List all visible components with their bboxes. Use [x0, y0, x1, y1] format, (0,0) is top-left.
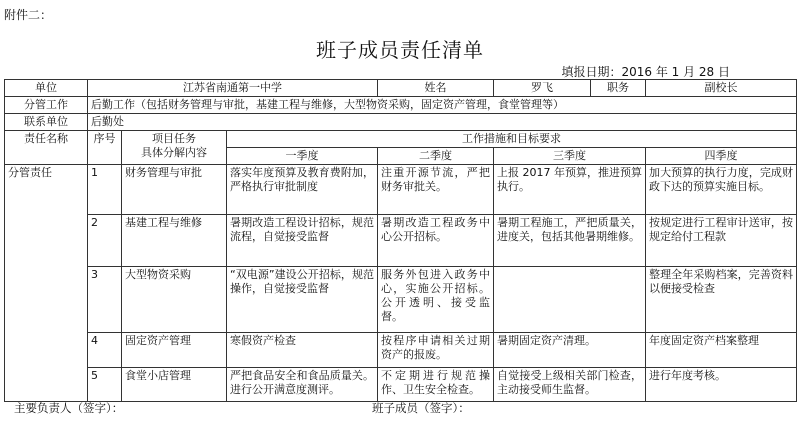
row-q4: 按规定进行工程审计送审，按规定给付工程款 — [646, 215, 797, 267]
row-q3: 暑期工程施工，严把质量关，进度关，包括其他暑期维修。 — [494, 215, 646, 267]
row-q4: 进行年度考核。 — [646, 368, 797, 402]
row-seq: 4 — [88, 333, 122, 368]
responsibility-table — [4, 79, 797, 402]
header-q4: 四季度 — [646, 148, 797, 165]
table-row — [5, 267, 797, 333]
table-row — [5, 165, 797, 215]
row-q3 — [494, 267, 646, 333]
row-q4: 年度固定资产档案整理 — [646, 333, 797, 368]
header-seq: 序号 — [88, 131, 122, 165]
table-row — [5, 215, 797, 267]
unit-value: 江苏省南通第一中学 — [88, 80, 378, 97]
contact-value: 后勤处 — [88, 114, 797, 131]
row-q2: 暑期改造工程政务中心公开招标。 — [378, 215, 494, 267]
row-seq: 2 — [88, 215, 122, 267]
contact-label: 联系单位 — [5, 114, 88, 131]
row-q2: 按程序申请相关过期资产的报废。 — [378, 333, 494, 368]
header-task — [122, 131, 227, 165]
row-task: 大型物资采购 — [122, 267, 227, 333]
row-task: 财务管理与审批 — [122, 165, 227, 215]
page-title: 班子成员责任清单 — [316, 38, 484, 62]
row-q1: 严把食品安全和食品质量关。进行公开满意度测评。 — [227, 368, 378, 402]
header-q3: 三季度 — [494, 148, 646, 165]
row-task: 食堂小店管理 — [122, 368, 227, 402]
row-q4: 整理全年采购档案，完善资料以便接受检查 — [646, 267, 797, 333]
responsibility-cell: 分管责任 — [5, 165, 88, 402]
table-row — [5, 368, 797, 402]
name-label: 姓名 — [378, 80, 494, 97]
work-label: 分管工作 — [5, 97, 88, 114]
row-q4: 加大预算的执行力度，完成财政下达的预算实施目标。 — [646, 165, 797, 215]
unit-label: 单位 — [5, 80, 88, 97]
team-member-signature: 班子成员（签字）： — [372, 401, 470, 415]
row-q2: 注重开源节流，严把财务审批关。 — [378, 165, 494, 215]
row-task: 固定资产管理 — [122, 333, 227, 368]
row-q3: 自觉接受上级相关部门检查，主动接受师生监督。 — [494, 368, 646, 402]
row-task: 基建工程与维修 — [122, 215, 227, 267]
header-measures: 工作措施和目标要求 — [227, 131, 797, 148]
attachment-label: 附件二： — [4, 8, 53, 22]
table-row — [5, 333, 797, 368]
row-seq: 3 — [88, 267, 122, 333]
row-q2: 服务外包进入政务中心，实施公开招标。公开透明、接受监督。 — [378, 267, 494, 333]
row-q1: 寒假资产检查 — [227, 333, 378, 368]
row-q3: 暑期固定资产清理。 — [494, 333, 646, 368]
row-q3: 上报 2017 年预算，推进预算执行。 — [494, 165, 646, 215]
row-seq: 5 — [88, 368, 122, 402]
position-label: 职务 — [591, 80, 646, 97]
header-q2: 二季度 — [378, 148, 494, 165]
row-q1: “双电源”建设公开招标，规范操作，自觉接受监督 — [227, 267, 378, 333]
work-value: 后勤工作（包括财务管理与审批，基建工程与维修，大型物资采购，固定资产管理，食堂管理等） — [88, 97, 797, 114]
row-q1: 落实年度预算及教育费附加，严格执行审批制度 — [227, 165, 378, 215]
row-q2: 不定期进行规范操作、卫生安全检查。 — [378, 368, 494, 402]
header-resp-name: 责任名称 — [5, 131, 88, 165]
header-task-line1: 项目任务 — [152, 132, 196, 145]
row-q1: 暑期改造工程设计招标，规范流程，自觉接受监督 — [227, 215, 378, 267]
name-value: 罗飞 — [494, 80, 591, 97]
row-seq: 1 — [88, 165, 122, 215]
position-value: 副校长 — [646, 80, 797, 97]
fill-date: 填报日期：2016 年 1 月 28 日 — [561, 65, 730, 79]
main-leader-signature: 主要负责人（签字）： — [14, 401, 124, 415]
header-q1: 一季度 — [227, 148, 378, 165]
header-task-line2: 具体分解内容 — [141, 146, 207, 159]
